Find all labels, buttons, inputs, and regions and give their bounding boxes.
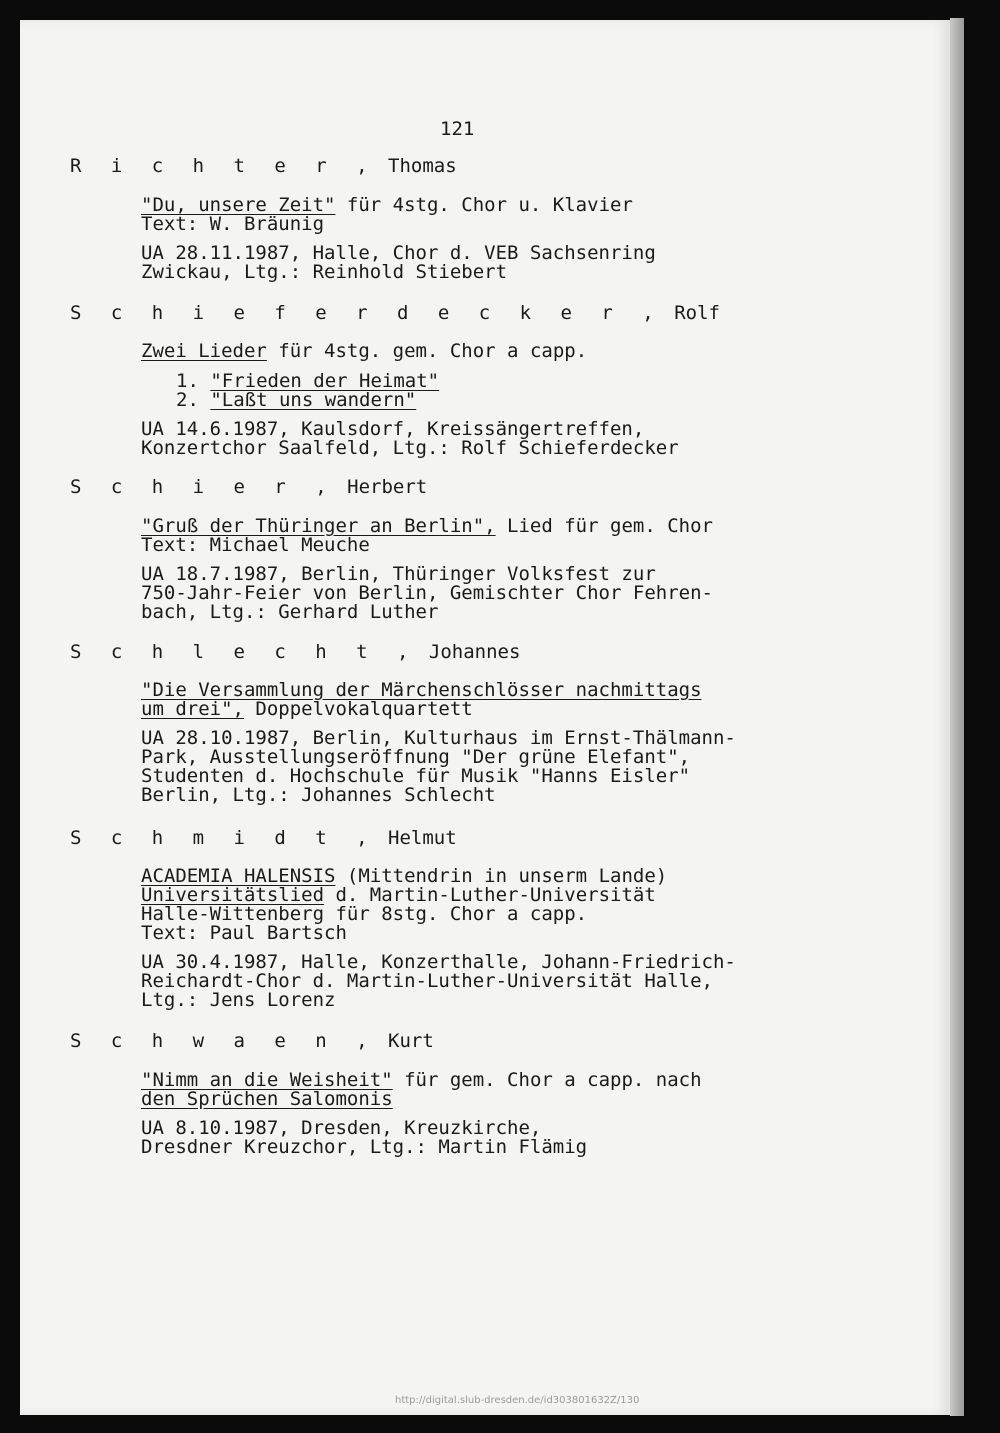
work-subtitle: Universitätslied [141,884,325,906]
premiere-line: Zwickau, Ltg.: Reinhold Stiebert [141,261,508,283]
composer-heading [70,155,457,177]
work-description: (Mittendrin in unserm Lande) [335,865,668,887]
lyricist-line: Text: W. Bräunig [141,213,325,235]
work-description: für 4stg. gem. Chor a capp. [266,340,588,362]
page-edge [950,18,964,1416]
work-title: ACADEMIA HALENSIS [141,865,336,887]
composer-given-name: Johannes [428,641,521,663]
composer-given-name: Herbert [347,476,428,498]
work-subtitle: den Sprüchen Salomonis [141,1088,393,1110]
song-title: "Laßt uns wandern" [210,389,417,411]
composer-surname: S c h l e c h t , [70,641,418,663]
song-title: "Frieden der Heimat" [210,370,440,392]
work-description-line: Halle-Wittenberg für 8stg. Chor a capp. [141,903,588,925]
composer-given-name: Thomas [388,155,457,177]
composer-heading [70,1030,434,1052]
composer-surname: S c h i e r , [70,476,336,498]
premiere-line: Berlin, Ltg.: Johannes Schlecht [141,784,496,806]
work-title-continued: um drei", [141,698,244,720]
composer-given-name: Rolf [674,302,720,324]
premiere-line: UA 28.10.1987, Berlin, Kulturhaus im Ernst-Thälmann- [141,727,736,749]
work-title-line [141,700,473,719]
work-title: "Nimm an die Weisheit" [141,1069,393,1091]
work-description: Doppelvokalquartett [243,698,473,720]
premiere-line: UA 28.11.1987, Halle, Chor d. VEB Sachsenring [141,242,656,264]
composer-surname: S c h w a e n , [70,1030,377,1052]
premiere-line: Ltg.: Jens Lorenz [141,989,336,1011]
work-description: Lied für gem. Chor [495,515,713,537]
composer-given-name: Kurt [388,1030,434,1052]
lyricist-line: Text: Paul Bartsch [141,922,347,944]
composer-heading [70,827,457,849]
composer-surname: R i c h t e r , [70,155,377,177]
composer-heading [70,641,520,663]
premiere-line: 750-Jahr-Feier von Berlin, Gemischter Chor Fehren- [141,582,713,604]
composer-heading [70,476,427,498]
page-number: 121 [440,118,475,140]
premiere-line: Reichardt-Chor d. Martin-Luther-Universität Halle, [141,970,713,992]
premiere-line: Studenten d. Hochschule für Musik "Hanns Eisler" [141,765,691,787]
work-title-line [141,1090,393,1109]
work-description: für gem. Chor a capp. nach [392,1069,702,1091]
work-description: d. Martin-Luther-Universität [324,884,656,906]
composer-surname: S c h m i d t , [70,827,377,849]
song-list-item [176,391,416,410]
premiere-line: UA 14.6.1987, Kaulsdorf, Kreissängertreffen, [141,418,645,440]
work-title: "Gruß der Thüringer an Berlin", [141,515,496,537]
premiere-line: UA 8.10.1987, Dresden, Kreuzkirche, [141,1117,542,1139]
premiere-line: UA 30.4.1987, Halle, Konzerthalle, Johann-Friedrich- [141,951,736,973]
work-title: Zwei Lieder [141,340,267,362]
premiere-line: Dresdner Kreuzchor, Ltg.: Martin Flämig [141,1136,588,1158]
premiere-line: Park, Ausstellungseröffnung "Der grüne Elefant", [141,746,691,768]
composer-surname: S c h i e f e r d e c k e r , [70,302,663,324]
premiere-line: Konzertchor Saalfeld, Ltg.: Rolf Schieferdecker [141,437,679,459]
premiere-line: UA 18.7.1987, Berlin, Thüringer Volksfest zur [141,563,656,585]
song-list-number: 1. [176,370,199,392]
lyricist-line: Text: Michael Meuche [141,534,370,556]
work-title-line [141,342,587,361]
composer-given-name: Helmut [388,827,457,849]
work-description: für 4stg. Chor u. Klavier [335,194,633,216]
source-url: http://digital.slub-dresden.de/id303801632Z/130 [395,1395,640,1406]
composer-heading [70,302,720,324]
song-list-number: 2. [176,389,199,411]
document-page [20,20,950,1415]
premiere-line: bach, Ltg.: Gerhard Luther [141,601,439,623]
work-title: "Du, unsere Zeit" [141,194,336,216]
work-title: "Die Versammlung der Märchenschlösser nachmittags [141,679,702,701]
